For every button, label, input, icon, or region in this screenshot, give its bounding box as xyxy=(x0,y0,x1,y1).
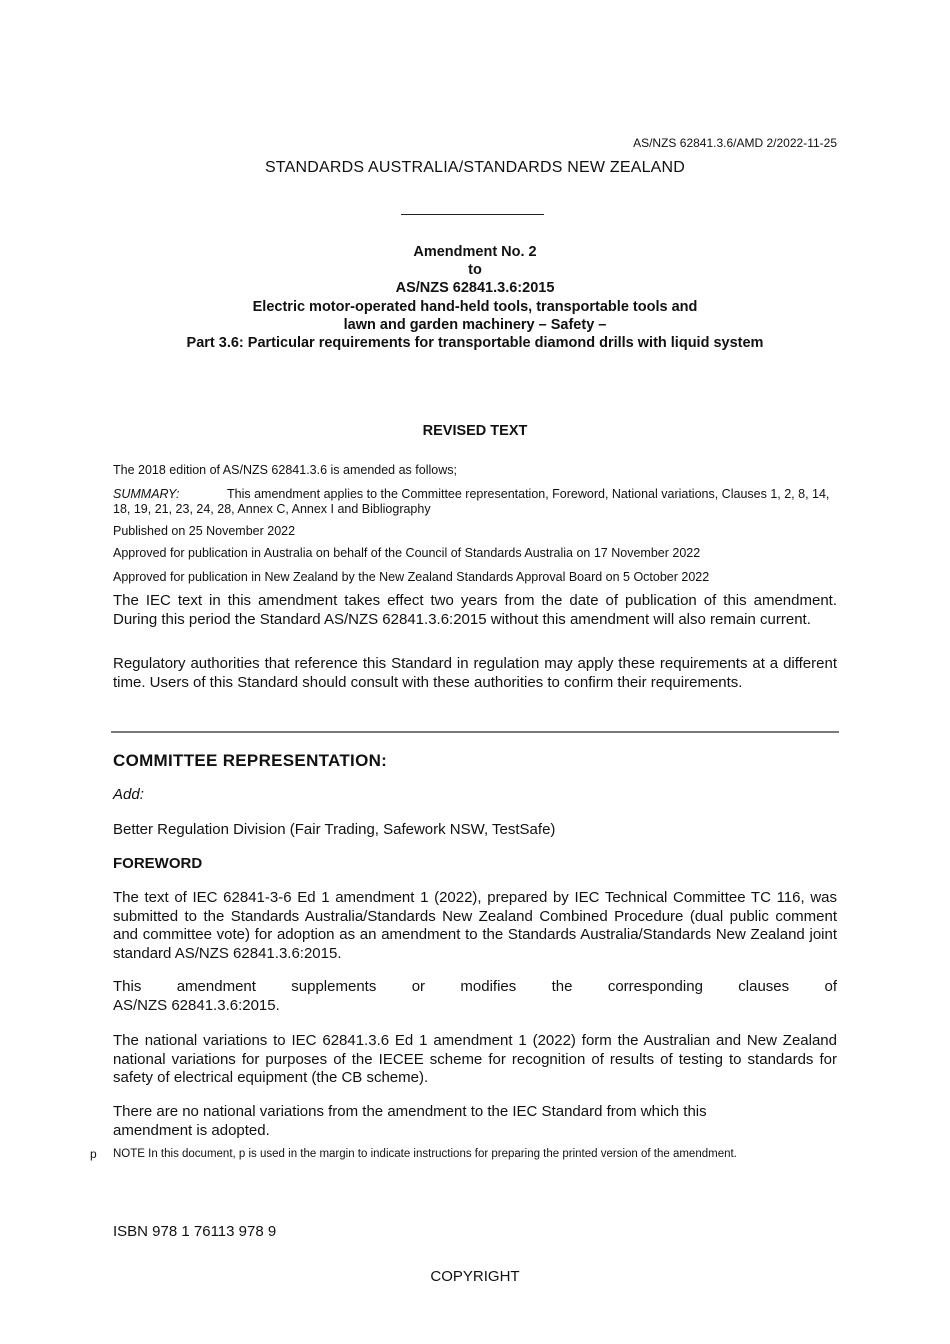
revised-text-heading: REVISED TEXT xyxy=(422,423,528,439)
print-note: NOTE In this document, p is used in the margin to indicate instructions for preparing the printed version of the amendment. xyxy=(113,1148,737,1160)
foreword-paragraph-2 xyxy=(113,978,837,1015)
title-line-1: Electric motor-operated hand-held tools, transportable tools and xyxy=(252,298,698,315)
organization-name: STANDARDS AUSTRALIA/STANDARDS NEW ZEALAND xyxy=(264,159,686,176)
word: This xyxy=(113,978,142,995)
word: of xyxy=(824,978,837,995)
word: or xyxy=(411,978,426,995)
summary xyxy=(113,487,837,517)
foreword-paragraph-2-line-2: AS/NZS 62841.3.6:2015. xyxy=(113,996,280,1014)
word: the xyxy=(551,978,573,995)
add-instruction: Add: xyxy=(113,786,144,803)
word: corresponding xyxy=(607,978,703,995)
committee-entry: Better Regulation Division (Fair Trading, Safework NSW, TestSafe) xyxy=(113,821,556,838)
foreword-paragraph-4-line-1: There are no national variations from the amendment to the IEC Standard from which this xyxy=(113,1103,707,1120)
foreword-paragraph-2-line-1 xyxy=(113,978,837,997)
approval-australia: Approved for publication in Australia on behalf of the Council of Standards Australia on 17 November 2022 xyxy=(113,546,701,560)
foreword-heading: FOREWORD xyxy=(113,855,203,872)
foreword-paragraph-1: The text of IEC 62841-3-6 Ed 1 amendment 1 (2022), prepared by IEC Technical Committee TC 116, was submitted to the Standards Australia/Standards New Zealand Combined Procedure (dual public comment and committee vote) for adoption as an amendment to the Standards Australia/Standards New Zealand joint standard AS/NZS 62841.3.6:2015. xyxy=(113,889,837,962)
summary-text: This amendment applies to the Committee representation, Foreword, National variations, Clauses 1, 2, 8, 14, 18, 19, 21, 23, 24, 28, Annex C, Annex I and Bibliography xyxy=(113,487,830,516)
approval-new-zealand: Approved for publication in New Zealand by the New Zealand Standards Approval Board on 5 October 2022 xyxy=(113,570,710,584)
foreword-paragraph-4-line-2: amendment is adopted. xyxy=(113,1121,270,1139)
amendment-title-block xyxy=(100,243,850,352)
summary-label: SUMMARY: xyxy=(113,487,180,501)
published-date: Published on 25 November 2022 xyxy=(113,524,296,538)
title-divider xyxy=(401,214,544,215)
word: clauses xyxy=(738,978,790,995)
margin-mark: p xyxy=(90,1147,97,1161)
section-divider xyxy=(111,731,839,733)
word: supplements xyxy=(291,978,377,995)
title-to: to xyxy=(468,262,482,279)
standard-number: AS/NZS 62841.3.6:2015 xyxy=(395,280,555,297)
foreword-paragraph-4 xyxy=(113,1103,837,1140)
effect-paragraph: The IEC text in this amendment takes effect two years from the date of publication of this amendment. During this period the Standard AS/NZS 62841.3.6:2015 without this amendment will also remain current. xyxy=(113,592,837,628)
edition-note: The 2018 edition of AS/NZS 62841.3.6 is amended as follows; xyxy=(113,463,457,477)
isbn: ISBN 978 1 76113 978 9 xyxy=(113,1223,277,1240)
title-line-2: lawn and garden machinery – Safety – xyxy=(343,316,607,333)
copyright-footer: COPYRIGHT xyxy=(430,1268,520,1285)
amendment-number: Amendment No. 2 xyxy=(413,244,537,260)
document-reference: AS/NZS 62841.3.6/AMD 2/2022-11-25 xyxy=(633,136,837,150)
committee-heading: COMMITTEE REPRESENTATION: xyxy=(113,751,388,770)
foreword-paragraph-3: The national variations to IEC 62841.3.6 Ed 1 amendment 1 (2022) form the Australian and New Zealand national variations for purposes of the IECEE scheme for recognition of results of testing to standards for safety of electrical equipment (the CB scheme). xyxy=(113,1032,837,1086)
regulatory-paragraph: Regulatory authorities that reference this Standard in regulation may apply these requirements at a different time. Users of this Standard should consult with these authorities to confirm their requirements. xyxy=(113,655,837,691)
word: modifies xyxy=(460,978,517,995)
title-line-3: Part 3.6: Particular requirements for transportable diamond drills with liquid system xyxy=(186,335,764,352)
word: amendment xyxy=(176,978,256,995)
